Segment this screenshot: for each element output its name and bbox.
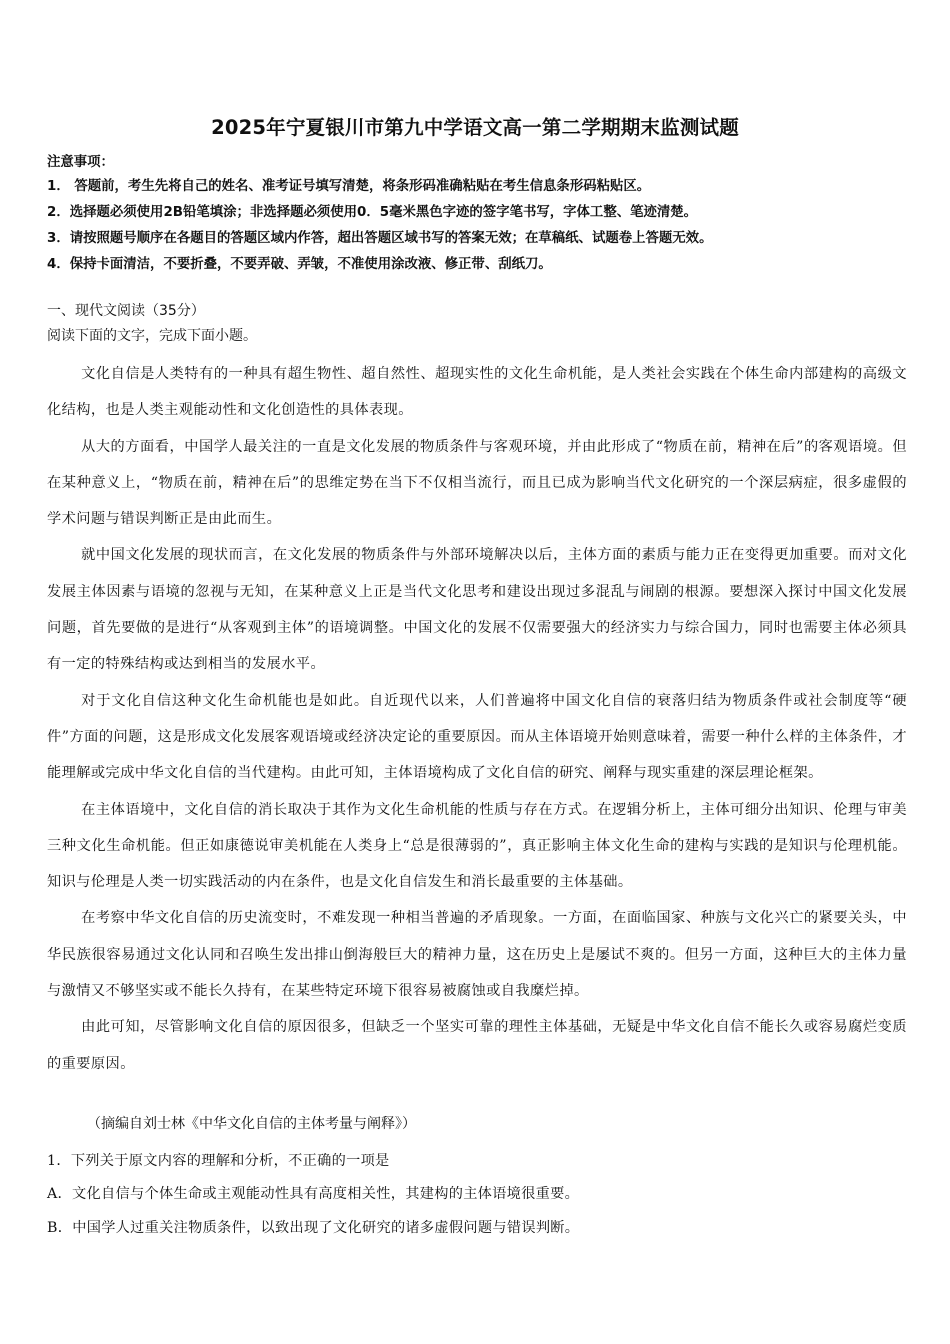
notice-block bbox=[47, 152, 917, 278]
passage-paragraph: 对于文化自信这种文化生命机能也是如此。自近现代以来，人们普遍将中国文化自信的衰落归结为物质条件或社会制度等“硬件”方面的问题，这是形成文化发展客观语境或经济决定论的重要原因。而从主体语境开始则意味着，需要一种什么样的主体条件，才能理解或完成中华文化自信的当代建构。由此可知，主体语境构成了文化自信的研究、阐释与现实重建的深层理论框架。 bbox=[47, 692, 907, 782]
notice-item: 1． 答题前，考生先将自己的姓名、准考证号填写清楚，将条形码准确粘贴在考生信息条形码粘贴区。 bbox=[47, 179, 651, 194]
passage-paragraph: 在考察中华文化自信的历史流变时，不难发现一种相当普遍的矛盾现象。一方面，在面临国家、种族与文化兴亡的紧要关头，中华民族很容易通过文化认同和召唤生发出排山倒海般巨大的精神力量，这在历史上是屡试不爽的。但另一方面，这种巨大的主体力量与激情又不够坚实或不能长久持有，在某些特定环境下很容易被腐蚀或自我糜烂掉。 bbox=[47, 910, 907, 1000]
passage-paragraph: 由此可知，尽管影响文化自信的原因很多，但缺乏一个坚实可靠的理性主体基础，无疑是中华文化自信不能长久或容易腐烂变质的重要原因。 bbox=[47, 1019, 907, 1072]
section-heading: 一、现代文阅读（35分） bbox=[47, 303, 205, 319]
passage-paragraph: 就中国文化发展的现状而言，在文化发展的物质条件与外部环境解决以后，主体方面的素质与能力正在变得更加重要。而对文化发展主体因素与语境的忽视与无知，在某种意义上正是当代文化思考和建设出现过多混乱与闹剧的根源。要想深入探讨中国文化发展问题，首先要做的是进行“从客观到主体”的语境调整。中国文化的发展不仅需要强大的经济实力与综合国力，同时也需要主体必须具有一定的特殊结构或达到相当的发展水平。 bbox=[47, 547, 907, 673]
passage-paragraph: 在主体语境中，文化自信的消长取决于其作为文化生命机能的性质与存在方式。在逻辑分析上，主体可细分出知识、伦理与审美三种文化生命机能。但正如康德说审美机能在人类身上“总是很薄弱的”，真正影响主体文化生命的建构与实践的是知识与伦理机能。知识与伦理是人类一切实践活动的内在条件，也是文化自信发生和消长最重要的主体基础。 bbox=[47, 801, 907, 891]
option-b: B．中国学人过重关注物质条件，以致出现了文化研究的诸多虚假问题与错误判断。 bbox=[47, 1220, 580, 1236]
passage-paragraph: 文化自信是人类特有的一种具有超生物性、超自然性、超现实性的文化生命机能，是人类社会实践在个体生命内部建构的高级文化结构，也是人类主观能动性和文化创造性的具体表现。 bbox=[47, 366, 907, 419]
page-title: 2025年宁夏银川市第九中学语文高一第二学期期末监测试题 bbox=[211, 116, 739, 139]
notice-heading: 注意事项： bbox=[47, 155, 114, 170]
passage-source: （摘编自刘士林《中华文化自信的主体考量与阐释》） bbox=[87, 1116, 416, 1132]
passage-paragraph: 从大的方面看，中国学人最关注的一直是文化发展的物质条件与客观环境，并由此形成了“物质在前，精神在后”的客观语境。但在某种意义上，“物质在前，精神在后”的思维定势在当下不仅相当流行，而且已成为影响当代文化研究的一个深层病症，很多虚假的学术问题与错误判断正是由此而生。 bbox=[47, 438, 907, 528]
section-instruction: 阅读下面的文字，完成下面小题。 bbox=[47, 328, 257, 344]
notice-item: 2．选择题必须使用2B铅笔填涂；非选择题必须使用0．5毫米黑色字迹的签字笔书写，字体工整、笔迹清楚。 bbox=[47, 205, 698, 220]
question-stem: 1．下列关于原文内容的理解和分析，不正确的一项是 bbox=[47, 1153, 390, 1169]
reading-passage bbox=[47, 356, 907, 1082]
notice-item: 4．保持卡面清洁，不要折叠，不要弄破、弄皱，不准使用涂改液、修正带、刮纸刀。 bbox=[47, 257, 552, 272]
notice-item: 3．请按照题号顺序在各题目的答题区域内作答，超出答题区域书写的答案无效；在草稿纸、试题卷上答题无效。 bbox=[47, 231, 713, 246]
option-a: A．文化自信与个体生命或主观能动性具有高度相关性，其建构的主体语境很重要。 bbox=[47, 1186, 580, 1202]
